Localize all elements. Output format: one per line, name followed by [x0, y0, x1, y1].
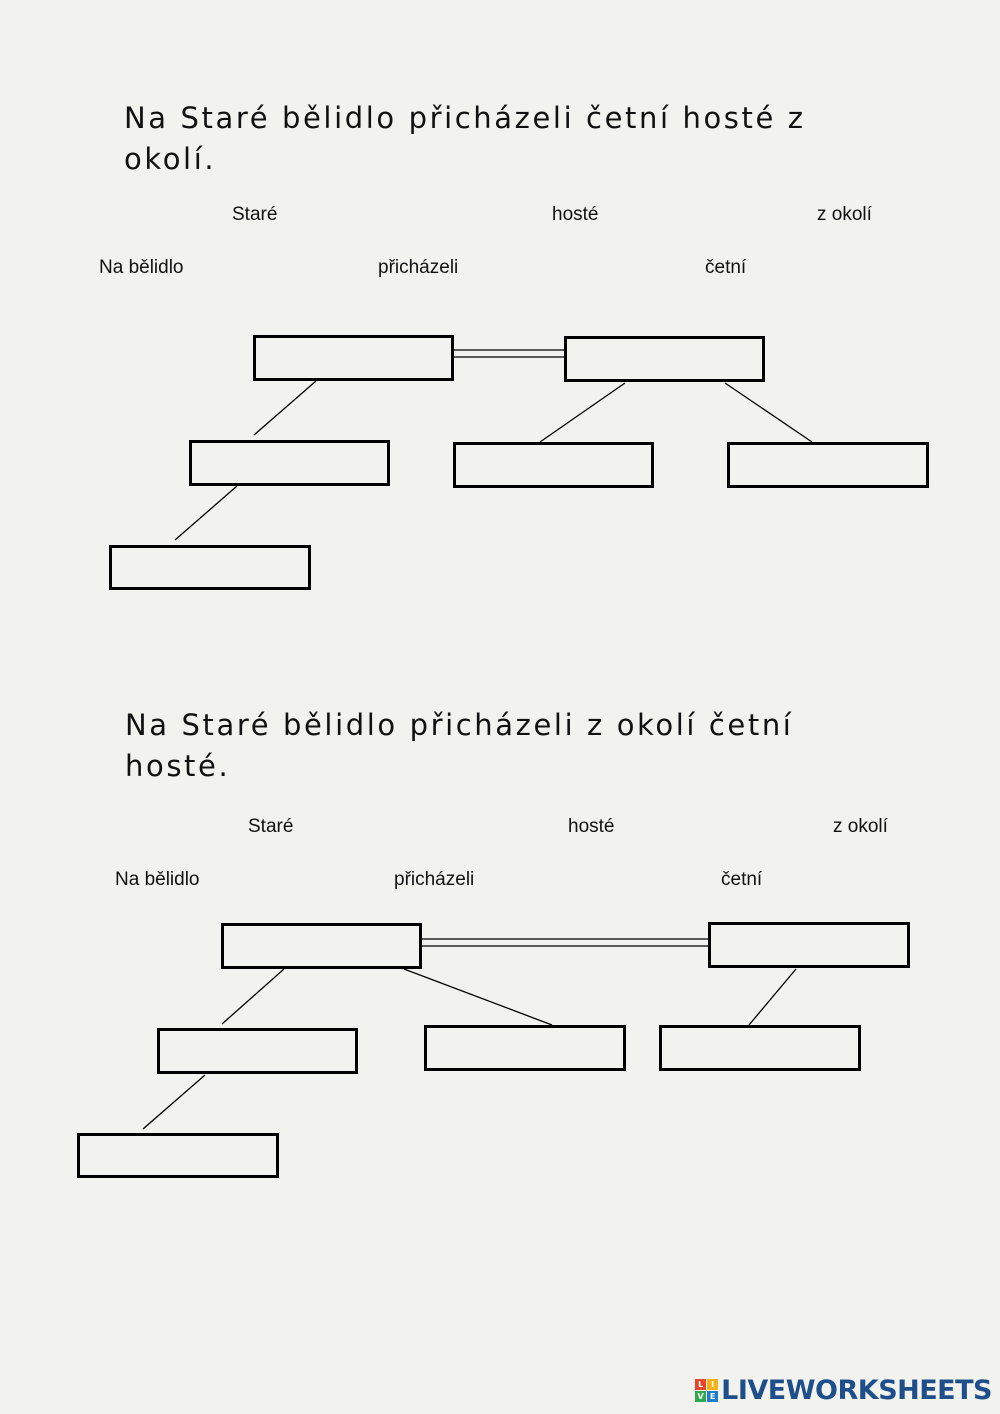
ex2-box-level2-middle[interactable] [424, 1025, 626, 1071]
exercise-1-sentence: Na Staré bělidlo přicházeli četní hosté z okolí. [124, 101, 806, 176]
ex2-word-prichazeli[interactable]: přicházeli [394, 869, 475, 890]
ex1-word-hoste[interactable]: hosté [552, 204, 599, 225]
liveworksheets-logo-icon [695, 1379, 718, 1402]
ex1-word-z-okoli[interactable]: z okolí [817, 204, 872, 225]
ex2-word-z-okoli[interactable]: z okolí [833, 816, 888, 837]
ex1-box-level2-middle[interactable] [453, 442, 654, 488]
ex2-box-predicate[interactable] [708, 922, 910, 968]
ex2-word-na-belidlo[interactable]: Na bělidlo [115, 869, 200, 890]
ex1-word-prichazeli[interactable]: přicházeli [378, 257, 459, 278]
logo-mark-e: E [707, 1391, 718, 1402]
logo-mark-v: V [695, 1391, 706, 1402]
liveworksheets-logo [695, 1375, 992, 1406]
ex2-branch-subject-to-middle [404, 969, 552, 1025]
ex2-word-stare[interactable]: Staré [248, 816, 294, 837]
exercise-2-sentence: Na Staré bělidlo přicházeli z okolí četní hosté. [125, 708, 794, 783]
logo-mark-l: L [695, 1379, 706, 1390]
ex2-word-hoste[interactable]: hosté [568, 816, 615, 837]
logo-mark-i: I [707, 1379, 718, 1390]
ex2-branch-attr-to-leaf [143, 1075, 205, 1129]
ex1-word-stare[interactable]: Staré [232, 204, 278, 225]
ex1-branch-predicate-left [540, 383, 625, 442]
ex2-box-level2-left[interactable] [157, 1028, 358, 1074]
ex2-box-level2-right[interactable] [659, 1025, 861, 1071]
ex2-box-level3-left[interactable] [77, 1133, 279, 1178]
liveworksheets-logo-text: LIVEWORKSHEETS [721, 1375, 992, 1406]
ex1-box-predicate[interactable] [564, 336, 765, 382]
ex1-word-cetni[interactable]: četní [705, 257, 747, 278]
ex1-branch-attr-to-leaf [175, 486, 237, 540]
ex1-branch-subject-to-attr [254, 381, 316, 435]
ex1-box-level3-left[interactable] [109, 545, 311, 590]
ex1-box-level2-right[interactable] [727, 442, 929, 488]
ex1-box-level2-left[interactable] [189, 440, 390, 486]
ex2-branch-predicate-to-right [749, 969, 796, 1025]
ex2-box-subject[interactable] [221, 923, 422, 969]
ex1-word-na-belidlo[interactable]: Na bělidlo [99, 257, 184, 278]
ex2-branch-subject-to-attr [222, 969, 284, 1024]
ex1-box-subject[interactable] [253, 335, 454, 381]
ex1-branch-predicate-right [725, 383, 812, 442]
ex2-word-cetni[interactable]: četní [721, 869, 763, 890]
